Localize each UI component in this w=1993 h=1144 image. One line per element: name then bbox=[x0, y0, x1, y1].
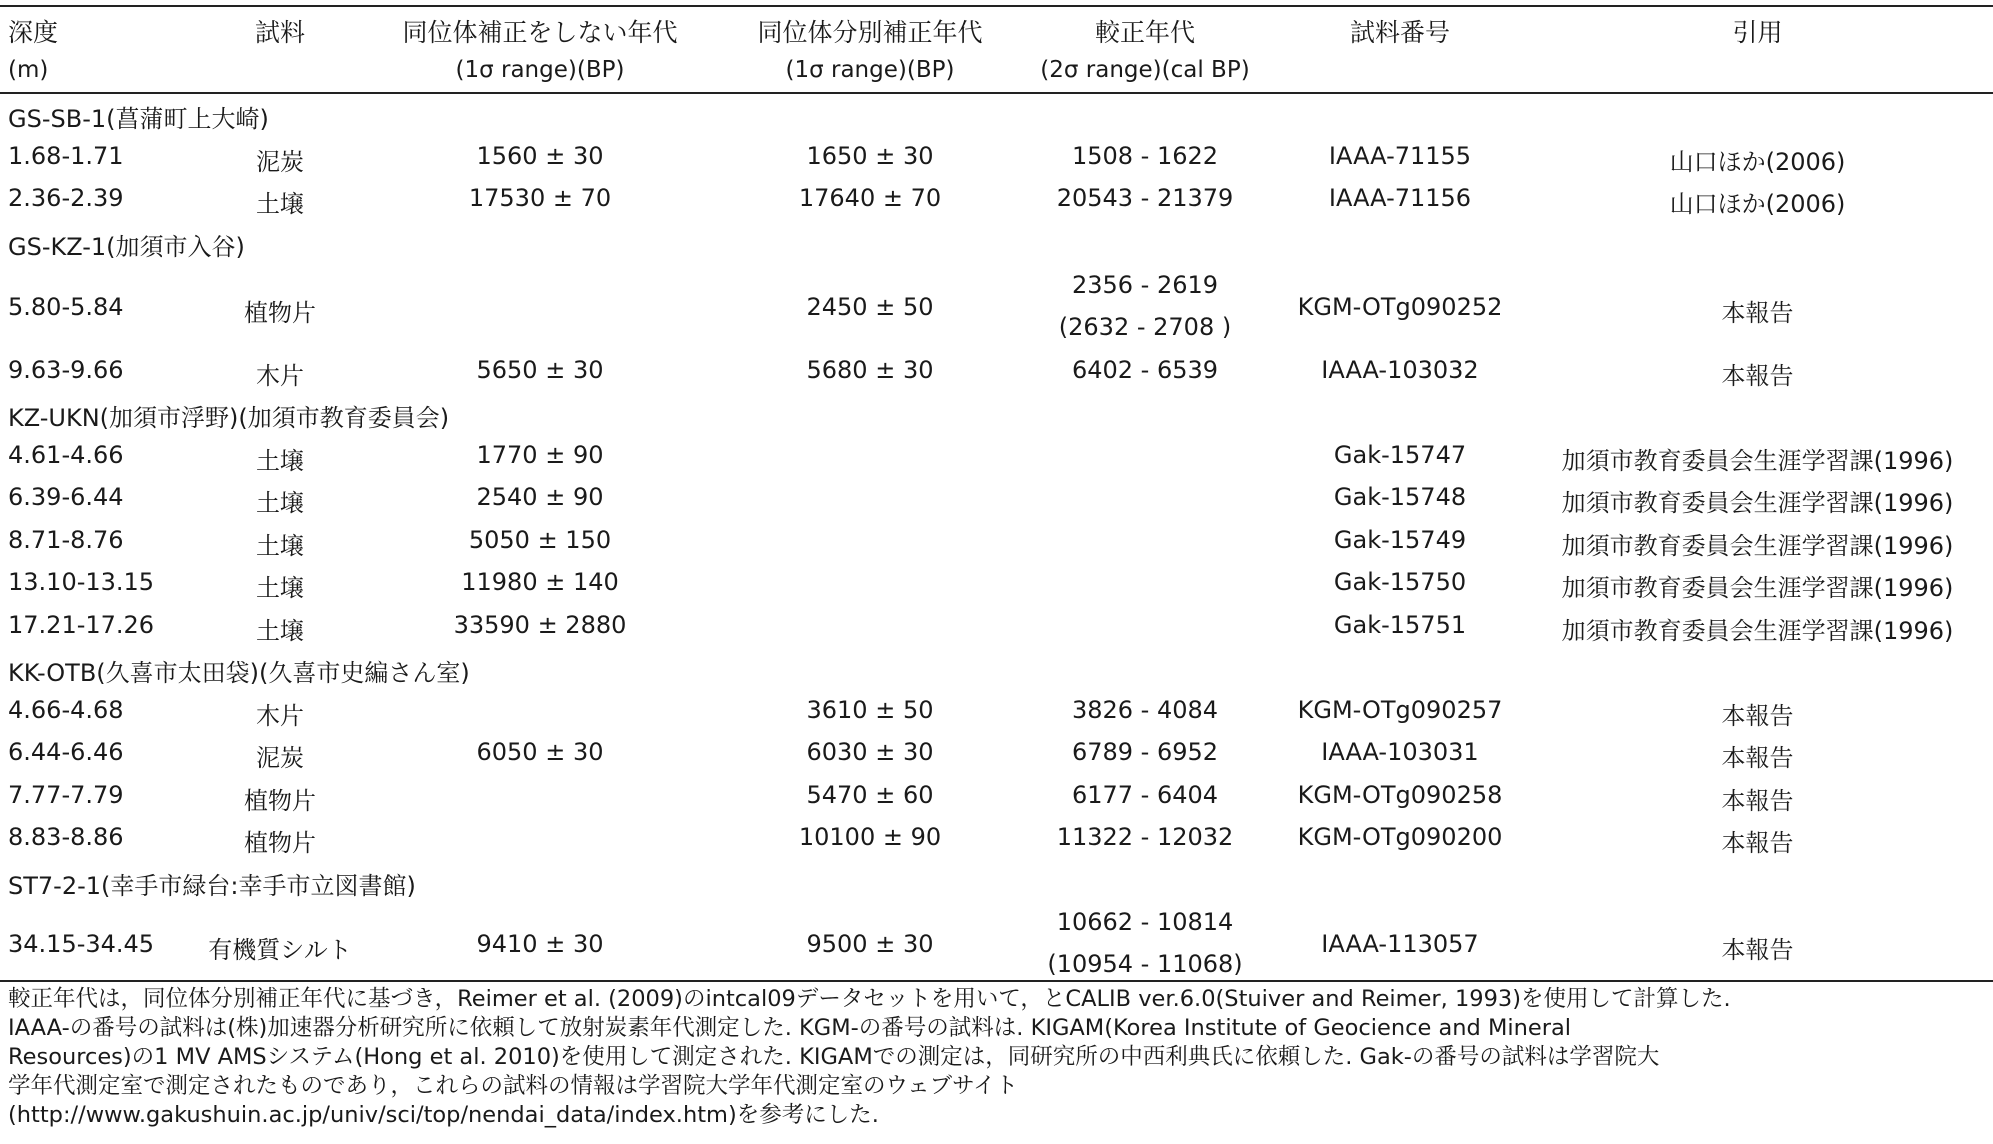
bottom-rule bbox=[0, 980, 1993, 982]
reference-cell: 本報告 bbox=[1721, 829, 1794, 857]
reference-cell: 加須市教育委員会生涯学習課(1996) bbox=[1561, 447, 1954, 475]
depth-cell: 7.77-7.79 bbox=[8, 781, 124, 809]
depth-cell: 4.66-4.68 bbox=[8, 696, 124, 724]
uncorrected-age-cell: 1770 ± 90 bbox=[476, 441, 604, 469]
table-footnotes bbox=[8, 985, 1986, 1130]
sample-code-cell: IAAA-113057 bbox=[1321, 930, 1479, 958]
calibrated-age-alt-range: (2632 - 2708 ) bbox=[1058, 313, 1232, 341]
reference-cell: 本報告 bbox=[1721, 936, 1794, 964]
uncorrected-age-cell: 1560 ± 30 bbox=[476, 142, 604, 170]
sample-cell: 土壌 bbox=[256, 489, 304, 517]
sample-cell: 泥炭 bbox=[256, 744, 304, 772]
corrected-age-cell: 5680 ± 30 bbox=[806, 356, 934, 384]
sample-cell: 木片 bbox=[256, 702, 304, 730]
sample-code-cell: IAAA-71156 bbox=[1328, 184, 1472, 212]
header-sample-code: 試料番号 bbox=[1349, 18, 1450, 47]
header-corrected-age: 同位体分別補正年代 bbox=[757, 18, 983, 47]
calibrated-age-cell: 1508 - 1622 bbox=[1071, 142, 1219, 170]
site-heading: GS-SB-1(菖蒲町上大崎) bbox=[8, 105, 269, 133]
sample-code-cell: IAAA-103031 bbox=[1321, 738, 1479, 766]
header-depth: 深度 bbox=[8, 18, 59, 47]
depth-cell: 2.36-2.39 bbox=[8, 184, 124, 212]
reference-cell: 本報告 bbox=[1721, 787, 1794, 815]
sample-cell: 泥炭 bbox=[256, 148, 304, 176]
uncorrected-age-cell: 33590 ± 2880 bbox=[453, 611, 627, 639]
reference-cell: 本報告 bbox=[1721, 362, 1794, 390]
footnote-line: 学年代測定室で測定されたものであり，これらの試料の情報は学習院大学年代測定室のウェブサイト bbox=[8, 1073, 1019, 1099]
top-rule bbox=[0, 5, 1993, 7]
calibrated-age-alt-range: (10954 - 11068) bbox=[1047, 950, 1243, 978]
footnote-line: IAAA-の番号の試料は(株)加速器分析研究所に依頼して放射炭素年代測定した. KGM-の番号の試料は. KIGAM(Korea Institute of Geocience and Mineral bbox=[8, 1015, 1572, 1041]
sample-code-cell: Gak-15748 bbox=[1333, 483, 1467, 511]
reference-cell: 加須市教育委員会生涯学習課(1996) bbox=[1561, 617, 1954, 645]
footnote-line: (http://www.gakushuin.ac.jp/univ/sci/top/nendai_data/index.htm)を参考にした. bbox=[8, 1102, 879, 1128]
footnote-line: Resources)の1 MV AMSシステム(Hong et al. 2010)を使用して測定された. KIGAMでの測定は，同研究所の中西利典氏に依頼した. Gak-の番号の試料は学習院大 bbox=[8, 1044, 1660, 1070]
reference-cell: 本報告 bbox=[1721, 299, 1794, 327]
calibrated-age-cell: 10662 - 10814 bbox=[1056, 908, 1234, 936]
depth-cell: 4.61-4.66 bbox=[8, 441, 124, 469]
uncorrected-age-cell: 11980 ± 140 bbox=[461, 568, 619, 596]
corrected-age-cell: 17640 ± 70 bbox=[798, 184, 942, 212]
depth-cell: 5.80-5.84 bbox=[8, 293, 124, 321]
calibrated-age-cell: 3826 - 4084 bbox=[1071, 696, 1219, 724]
depth-cell: 6.39-6.44 bbox=[8, 483, 124, 511]
uncorrected-age-cell: 5650 ± 30 bbox=[476, 356, 604, 384]
sample-cell: 土壌 bbox=[256, 617, 304, 645]
uncorrected-age-cell: 6050 ± 30 bbox=[476, 738, 604, 766]
sample-code-cell: KGM-OTg090258 bbox=[1297, 781, 1503, 809]
header-rule bbox=[0, 92, 1993, 94]
sample-cell: 有機質シルト bbox=[208, 936, 352, 964]
depth-cell: 8.71-8.76 bbox=[8, 526, 124, 554]
sample-cell: 土壌 bbox=[256, 190, 304, 218]
sample-cell: 土壌 bbox=[256, 532, 304, 560]
sample-code-cell: KGM-OTg090257 bbox=[1297, 696, 1503, 724]
reference-cell: 山口ほか(2006) bbox=[1669, 190, 1846, 218]
reference-cell: 加須市教育委員会生涯学習課(1996) bbox=[1561, 489, 1954, 517]
reference-cell: 加須市教育委員会生涯学習課(1996) bbox=[1561, 532, 1954, 560]
sample-code-cell: IAAA-103032 bbox=[1321, 356, 1479, 384]
sample-code-cell: Gak-15749 bbox=[1333, 526, 1467, 554]
sample-cell: 木片 bbox=[256, 362, 304, 390]
site-heading: KK-OTB(久喜市太田袋)(久喜市史編さん室) bbox=[8, 659, 470, 687]
sample-code-cell: KGM-OTg090252 bbox=[1297, 293, 1503, 321]
depth-cell: 34.15-34.45 bbox=[8, 930, 155, 958]
sample-cell: 植物片 bbox=[244, 787, 316, 815]
depth-cell: 9.63-9.66 bbox=[8, 356, 124, 384]
header-uncorrected-age: 同位体補正をしない年代 bbox=[402, 18, 678, 47]
sample-cell: 土壌 bbox=[256, 447, 304, 475]
header-calibrated-age: 較正年代 bbox=[1094, 18, 1195, 47]
calibrated-age-cell: 6402 - 6539 bbox=[1071, 356, 1219, 384]
sample-cell: 植物片 bbox=[244, 829, 316, 857]
site-heading: GS-KZ-1(加須市入谷) bbox=[8, 233, 245, 261]
corrected-age-cell: 9500 ± 30 bbox=[806, 930, 934, 958]
sample-code-cell: KGM-OTg090200 bbox=[1297, 823, 1503, 851]
corrected-age-cell: 5470 ± 60 bbox=[806, 781, 934, 809]
uncorrected-age-cell: 5050 ± 150 bbox=[468, 526, 612, 554]
calibrated-age-cell: 20543 - 21379 bbox=[1056, 184, 1234, 212]
header-sample: 試料 bbox=[254, 18, 305, 47]
calibrated-age-cell: 2356 - 2619 bbox=[1071, 271, 1219, 299]
footnote-line: 較正年代は，同位体分別補正年代に基づき，Reimer et al. (2009)のintcal09データセットを用いて，とCALIB ver.6.0(Stuiver and Reimer, 1993)を使用して計算した. bbox=[8, 986, 1731, 1012]
header-reference: 引用 bbox=[1732, 18, 1783, 47]
header-uncorrected-range: (1σ range)(BP) bbox=[455, 57, 625, 83]
site-heading: KZ-UKN(加須市浮野)(加須市教育委員会) bbox=[8, 404, 450, 432]
calibrated-age-cell: 6177 - 6404 bbox=[1071, 781, 1219, 809]
depth-cell: 6.44-6.46 bbox=[8, 738, 124, 766]
depth-cell: 17.21-17.26 bbox=[8, 611, 155, 639]
reference-cell: 加須市教育委員会生涯学習課(1996) bbox=[1561, 574, 1954, 602]
corrected-age-cell: 6030 ± 30 bbox=[806, 738, 934, 766]
corrected-age-cell: 10100 ± 90 bbox=[798, 823, 942, 851]
sample-code-cell: IAAA-71155 bbox=[1328, 142, 1472, 170]
site-heading: ST7-2-1(幸手市緑台:幸手市立図書館) bbox=[8, 872, 416, 900]
depth-cell: 1.68-1.71 bbox=[8, 142, 124, 170]
sample-code-cell: Gak-15750 bbox=[1333, 568, 1467, 596]
sample-cell: 植物片 bbox=[244, 299, 316, 327]
corrected-age-cell: 3610 ± 50 bbox=[806, 696, 934, 724]
uncorrected-age-cell: 17530 ± 70 bbox=[468, 184, 612, 212]
reference-cell: 本報告 bbox=[1721, 702, 1794, 730]
header-depth-unit: (m) bbox=[8, 57, 49, 83]
depth-cell: 8.83-8.86 bbox=[8, 823, 124, 851]
uncorrected-age-cell: 9410 ± 30 bbox=[476, 930, 604, 958]
corrected-age-cell: 1650 ± 30 bbox=[806, 142, 934, 170]
header-corrected-range: (1σ range)(BP) bbox=[785, 57, 955, 83]
uncorrected-age-cell: 2540 ± 90 bbox=[476, 483, 604, 511]
header-calibrated-range: (2σ range)(cal BP) bbox=[1040, 57, 1250, 83]
reference-cell: 山口ほか(2006) bbox=[1669, 148, 1846, 176]
calibrated-age-cell: 11322 - 12032 bbox=[1056, 823, 1234, 851]
corrected-age-cell: 2450 ± 50 bbox=[806, 293, 934, 321]
reference-cell: 本報告 bbox=[1721, 744, 1794, 772]
sample-cell: 土壌 bbox=[256, 574, 304, 602]
depth-cell: 13.10-13.15 bbox=[8, 568, 155, 596]
calibrated-age-cell: 6789 - 6952 bbox=[1071, 738, 1219, 766]
sample-code-cell: Gak-15747 bbox=[1333, 441, 1467, 469]
sample-code-cell: Gak-15751 bbox=[1333, 611, 1467, 639]
